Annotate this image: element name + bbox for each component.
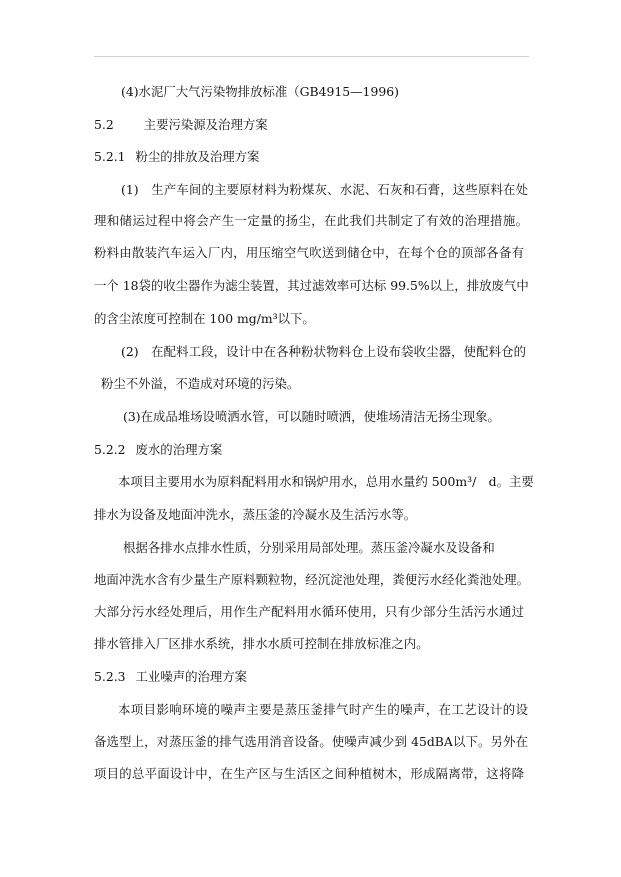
paragraph-line: 地面冲洗水含有少量生产原料颗粒物，经沉淀池处理，粪便污水经化粪池处理。 [94,572,529,587]
paragraph-line: (1) 生产车间的主要原材料为粉煤灰、水泥、石灰和石膏，这些原料在处 [121,182,528,197]
section-title: 主要污染源及治理方案 [143,117,268,132]
section-title: 工业噪声的治理方案 [135,669,248,684]
paragraph-line: 的含尘浓度可控制在 100 mg/m³以下。 [94,311,315,326]
paragraph-line: (2) 在配料工段，设计中在各种粉状物料仓上设布袋收尘器，使配料仓的 [121,344,526,359]
paragraph-line: 理和储运过程中将会产生一定量的扬尘，在此我们共制定了有效的治理措施。 [94,213,528,228]
section-number: 5.2.3 [94,669,126,684]
section-title: 废水的治理方案 [135,442,223,457]
section-number: 5.2.2 [94,442,126,457]
section-heading-5-2 [94,117,534,133]
paragraph-line: (3)在成品堆场设喷洒水管，可以随时喷洒，使堆场清洁无扬尘现象。 [123,409,500,424]
header-rule [94,56,529,57]
paragraph-line: 备选型上，对蒸压釜的排气选用消音设备。使噪声减少到 45dBA以下。另外在 [94,734,528,749]
section-heading-5-2-3 [94,669,534,685]
section-title: 粉尘的排放及治理方案 [135,149,260,164]
paragraph-line: 排水管排入厂区排水系统，排水水质可控制在排放标准之内。 [94,636,429,651]
paragraph-line: 项目的总平面设计中，在生产区与生活区之间种植树木，形成隔离带，这将降 [94,766,524,781]
standard-item: (4)水泥厂大气污染物排放标准（GB4915—1996) [121,84,399,99]
paragraph-line: 本项目主要用水为原料配料用水和锅炉用水，总用水量约 500m³/ d。主要 [118,474,534,489]
paragraph-line: 粉料由散装汽车运入厂内，用压缩空气吹送到储仓中，在每个仓的顶部各备有 [94,245,524,260]
section-heading-5-2-1 [94,149,534,165]
section-number: 5.2.1 [94,149,126,164]
paragraph-line: 根据各排水点排水性质，分别采用局部处理。蒸压釜冷凝水及设备和 [123,540,495,555]
section-heading-5-2-2 [94,442,534,458]
paragraph-line: 本项目影响环境的噪声主要是蒸压釜排气时产生的噪声，在工艺设计的设 [118,702,528,717]
paragraph-line: 一个 18袋的收尘器作为滤尘装置，其过滤效率可达标 99.5%以上，排放废气中 [94,278,529,293]
section-number: 5.2 [94,117,114,132]
paragraph-line: 粉尘不外溢，不造成对环境的污染。 [101,376,300,391]
paragraph-line: 排水为设备及地面冲洗水，蒸压釜的冷凝水及生活污水等。 [94,507,417,522]
paragraph-line: 大部分污水经处理后，用作生产配料用水循环使用，只有少部分生活污水通过 [94,604,524,619]
